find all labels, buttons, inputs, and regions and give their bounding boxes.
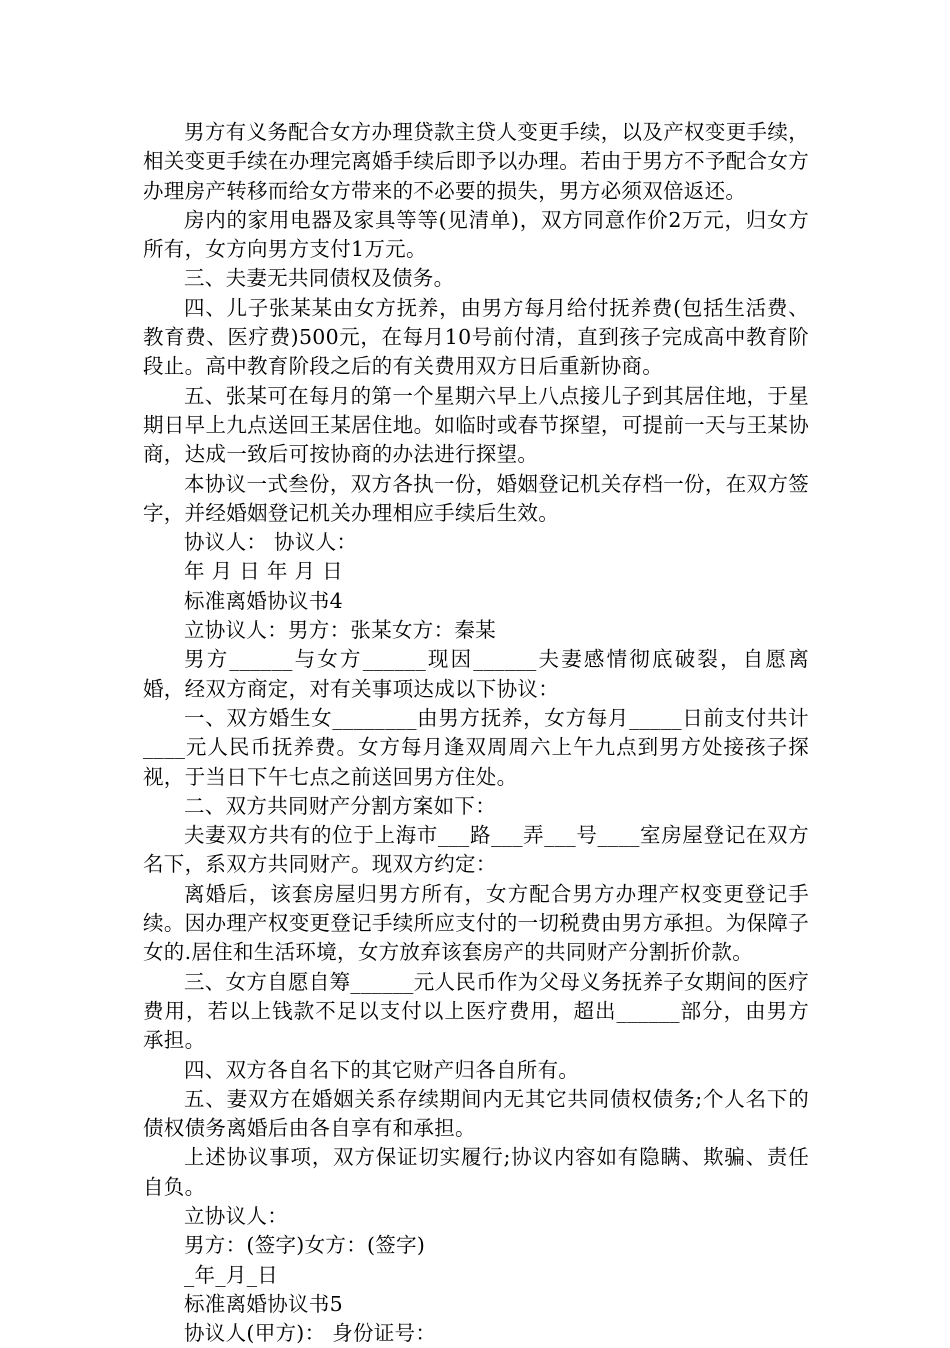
paragraph-14: 五、妻双方在婚姻关系存续期间内无其它共同债权债务;个人名下的债权债务离婚后由各自享有和承担。 xyxy=(143,1086,809,1141)
paragraph-2: 房内的家用电器及家具等等(见清单)，双方同意作价2万元，归女方所有，女方向男方支付1万元。 xyxy=(143,207,809,262)
paragraph-5: 五、张某可在每月的第一个星期六早上八点接儿子到其居住地，于星期日早上九点送回王某居住地。如临时或春节探望，可提前一天与王某协商，达成一致后可按协商的办法进行探望。 xyxy=(143,383,809,467)
party-a-line: 协议人(甲方)： 身份证号： xyxy=(184,1321,437,1346)
paragraph-15: 上述协议事项，双方保证切实履行;协议内容如有隐瞒、欺骗、责任自负。 xyxy=(143,1145,809,1199)
paragraph-10: 夫妻双方共有的位于上海市___路___弄___号____室房屋登记在双方名下，系双方共同财产。现双方约定： xyxy=(143,823,809,877)
signature-line-1: 协议人： 协议人： xyxy=(184,530,358,555)
signer-label: 立协议人： xyxy=(184,1203,288,1228)
section-title-4: 标准离婚协议书4 xyxy=(184,588,343,613)
paragraph-4: 四、儿子张某某由女方抚养，由男方每月给付抚养费(包括生活费、教育费、医疗费)500元，在每月10号前付清，直到孩子完成高中教育阶段止。高中教育阶段之后的有关费用双方日后重新协商。 xyxy=(143,295,809,379)
paragraph-1: 男方有义务配合女方办理贷款主贷人变更手续，以及产权变更手续，相关变更手续在办理完离婚手续后即予以办理。若由于男方不予配合女方办理房产转移而给女方带来的不必要的损失，男方必须双倍返还。 xyxy=(143,120,809,203)
signature-line-2: 男方：(签字)女方：(签字) xyxy=(184,1233,426,1258)
paragraph-8: 一、双方婚生女________由男方抚养，女方每月_____日前支付共计____元人民币抚养费。女方每月逢双周周六上午九点到男方处接孩子探视，于当日下午七点之前送回男方住处。 xyxy=(143,705,809,789)
paragraph-9: 二、双方共同财产分割方案如下： xyxy=(184,793,496,818)
paragraph-11: 离婚后，该套房屋归男方所有，女方配合男方办理产权变更登记手续。因办理产权变更登记手续所应支付的一切税费由男方承担。为保障子女的.居住和生活环境，女方放弃该套房产的共同财产分割折价款。 xyxy=(143,881,809,965)
paragraph-12: 三、女方自愿自筹______元人民币作为父母义务抚养子女期间的医疗费用，若以上钱款不足以支付以上医疗费用，超出______部分，由男方承担。 xyxy=(143,969,809,1053)
section-title-5: 标准离婚协议书5 xyxy=(184,1291,343,1316)
date-line-2: _年_月_日 xyxy=(184,1262,279,1287)
paragraph-3: 三、夫妻无共同债权及债务。 xyxy=(184,266,455,291)
document-body xyxy=(143,118,809,1348)
paragraph-6: 本协议一式叁份，双方各执一份，婚姻登记机关存档一份，在双方签字，并经婚姻登记机关办理相应手续后生效。 xyxy=(143,471,809,525)
paragraph-13: 四、双方各自名下的其它财产归各自所有。 xyxy=(184,1057,580,1082)
date-line-1: 年 月 日 年 月 日 xyxy=(184,559,343,584)
parties-line: 立协议人：男方：张某女方：秦某 xyxy=(184,618,496,643)
paragraph-7: 男方______与女方______现因______夫妻感情彻底破裂，自愿离婚，经双方商定，对有关事项达成以下协议： xyxy=(143,647,809,701)
